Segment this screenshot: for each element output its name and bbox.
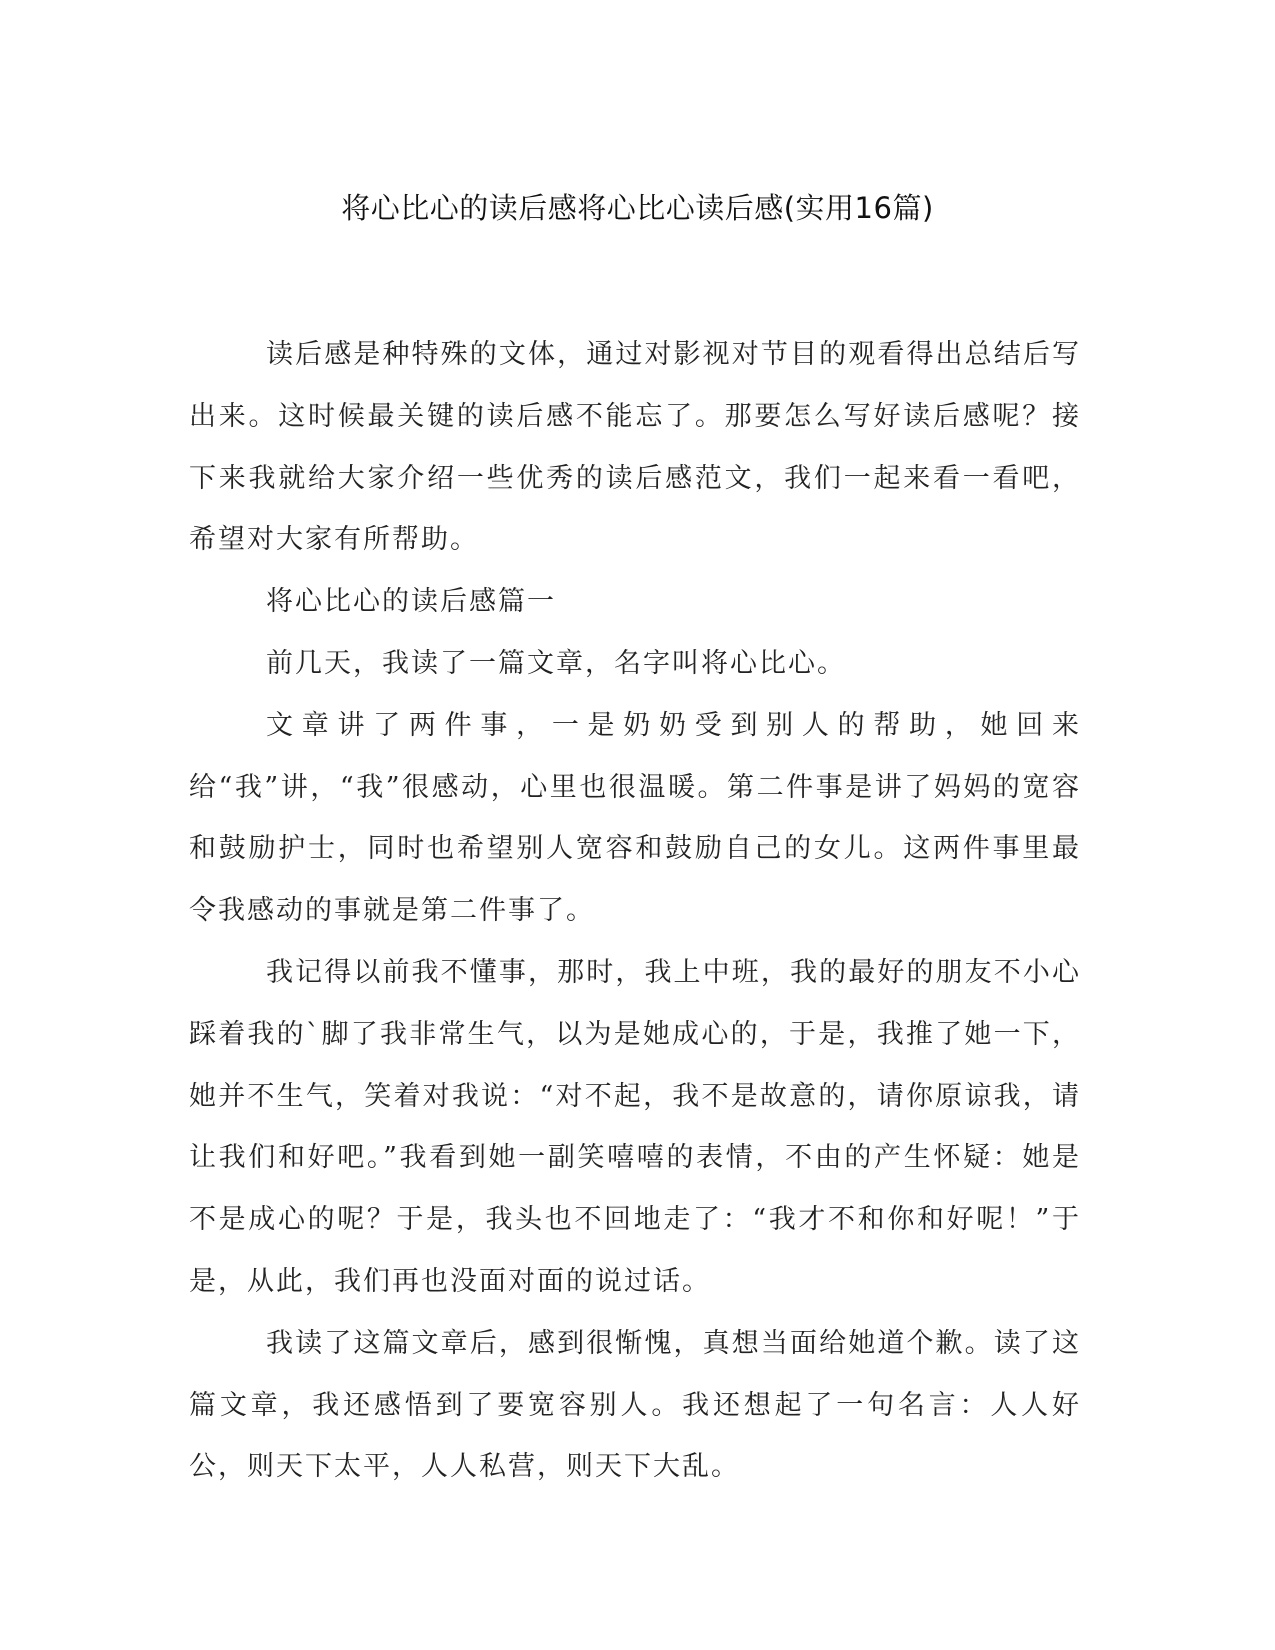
paragraph: 文章讲了两件事，一是奶奶受到别人的帮助，她回来给“我”讲，“我”很感动，心里也很温暖。第二件事是讲了妈妈的宽容和鼓励护士，同时也希望别人宽容和鼓励自己的女儿。这两件事里最令我感动的事就是第二件事了。 <box>189 709 1081 927</box>
paragraph-intro: 读后感是种特殊的文体，通过对影视对节目的观看得出总结后写出来。这时候最关键的读后感不能忘了。那要怎么写好读后感呢？接下来我就给大家介绍一些优秀的读后感范文，我们一起来看一看吧，希望对大家有所帮助。 <box>189 339 1081 556</box>
document-body <box>189 324 1081 1498</box>
section-heading: 将心比心的读后感篇一 <box>266 586 556 618</box>
paragraph: 我记得以前我不懂事，那时，我上中班，我的最好的朋友不小心踩着我的`脚了我非常生气，以为是她成心的，于是，我推了她一下，她并不生气，笑着对我说：“对不起，我不是故意的，请你原谅我，请让我们和好吧。”我看到她一副笑嘻嘻的表情，不由的产生怀疑：她是不是成心的呢？于是，我头也不回地走了：“我才不和你和好呢！”于是，从此，我们再也没面对面的说过话。 <box>189 956 1081 1297</box>
paragraph: 我读了这篇文章后，感到很惭愧，真想当面给她道个歉。读了这篇文章，我还感悟到了要宽容别人。我还想起了一句名言：人人好公，则天下太平，人人私营，则天下大乱。 <box>189 1327 1081 1483</box>
paragraph: 前几天，我读了一篇文章，名字叫将心比心。 <box>266 647 846 679</box>
document-title: 将心比心的读后感将心比心读后感(实用16篇) <box>341 191 934 225</box>
